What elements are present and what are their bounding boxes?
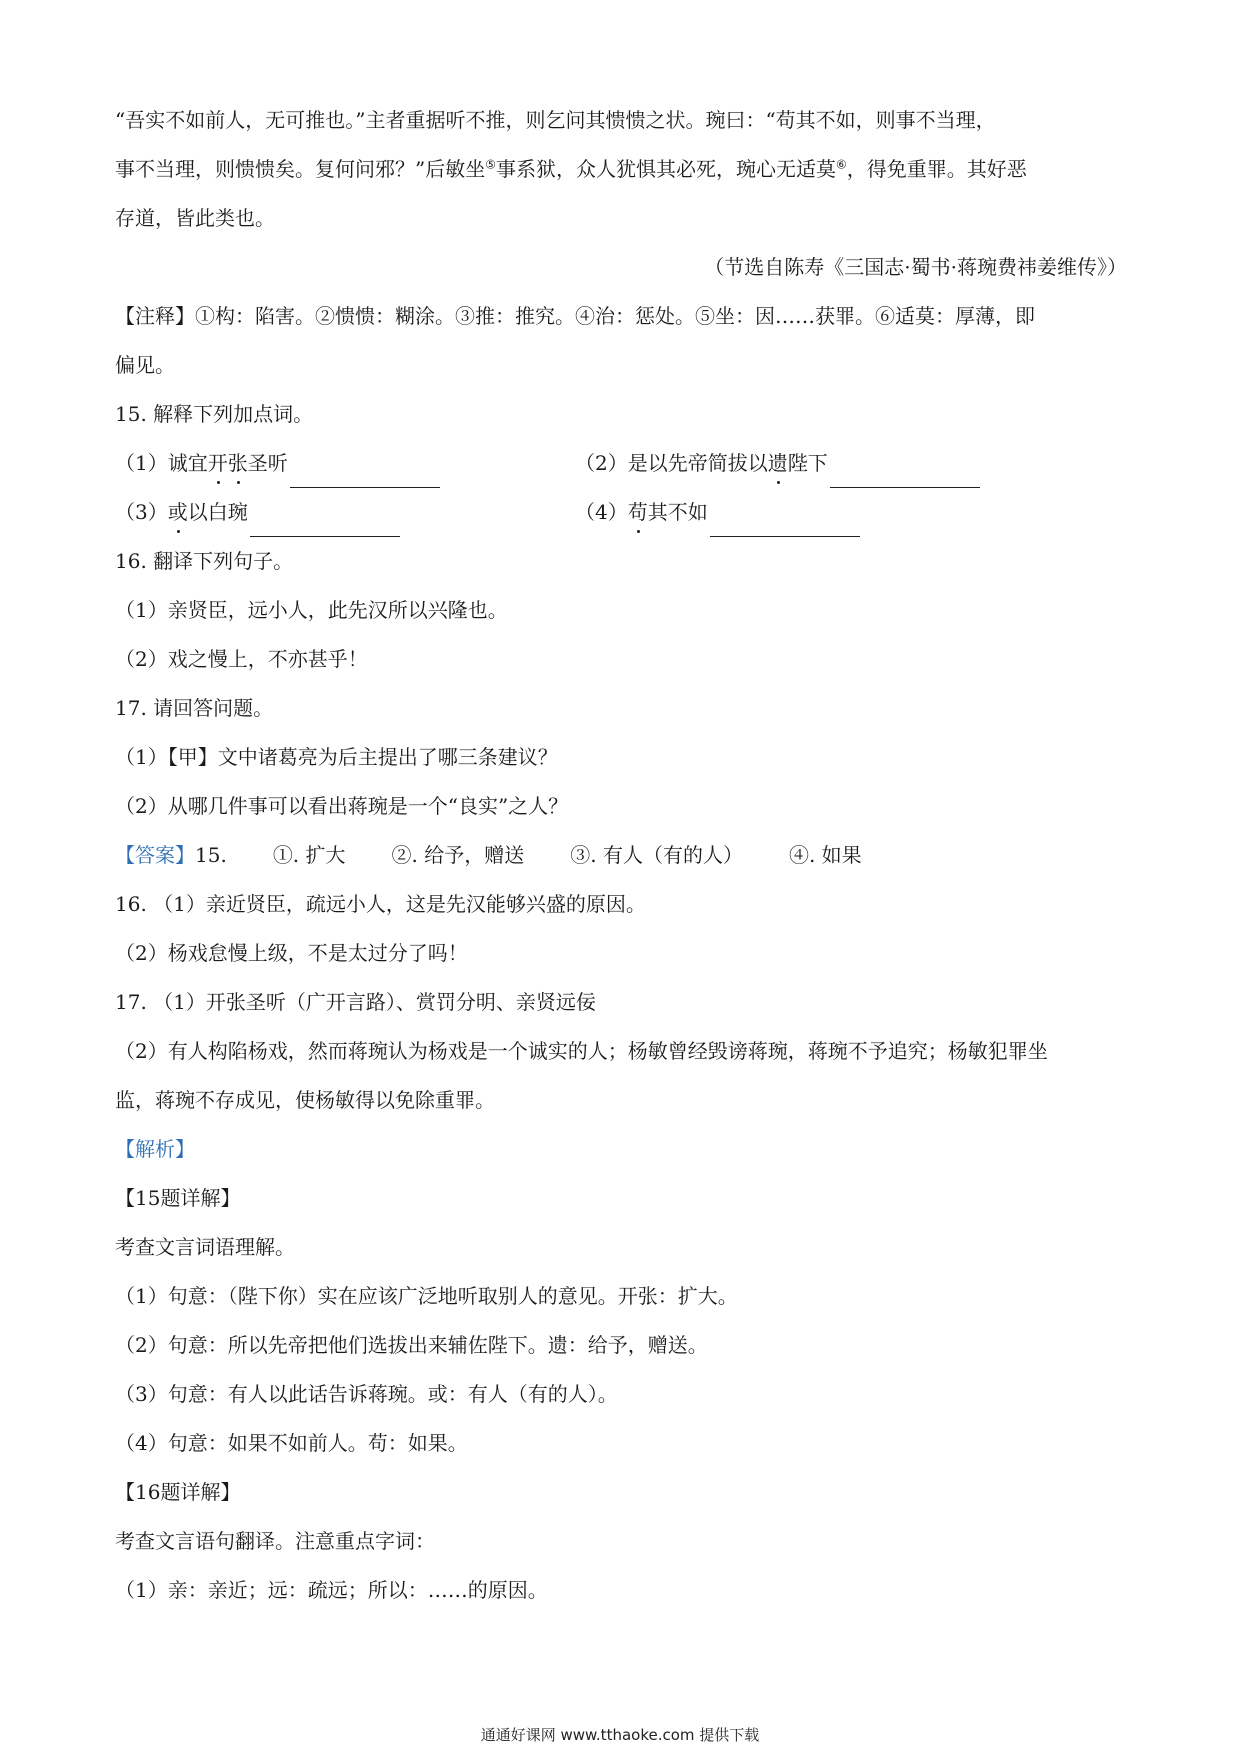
question-17-part-1: （1）【甲】文中诸葛亮为后主提出了哪三条建议？ [115,745,558,769]
text-span: 事不当理，则愦愦矣。复何问邪？”后敏坐 [115,157,486,181]
answer-15-3: ③. 有人（有的人） [570,843,743,867]
passage-source: （节选自陈寿《三国志·蜀书·蒋琬费祎姜维传》） [704,255,1127,279]
answer-15-4: ④. 如果 [788,843,862,867]
answer-15-2: ②. 给予，赠送 [391,843,525,867]
text-span: 其不如 [647,500,708,524]
answer-blank[interactable] [830,465,980,488]
text-span: （3） [115,500,168,524]
question-15-item-1 [115,439,575,488]
answer-tag: 【答案】 [115,843,195,867]
page-footer: 通通好课网 www.tthaoke.com 提供下载 [480,1726,760,1744]
passage-line-3: 存道，皆此类也。 [115,206,275,230]
analysis-16-heading: 【16题详解】 [115,1480,241,1504]
text-span: 15. [195,843,227,867]
answer-16-2: （2）杨戏怠慢上级，不是太过分了吗！ [115,941,468,965]
question-15-title: 15. 解释下列加点词。 [115,402,314,426]
analysis-16-intro: 考查文言语句翻译。注意重点字词： [115,1529,435,1553]
passage-line-1: “吾实不如前人，无可推也。”主者重据听不推，则乞问其愦愦之状。琬曰：“苟其不如，则事不当理， [115,108,996,132]
text-span: （1）诚宜 [115,451,208,475]
text-span: 以白琬 [187,500,248,524]
analysis-16-detail-1: （1）亲：亲近；远：疏远；所以：……的原因。 [115,1578,548,1602]
question-16-sentence-1: （1）亲贤臣，远小人，此先汉所以兴隆也。 [115,598,508,622]
emphasis-char: 或 [168,488,188,537]
text-span: 事系狱，众人犹惧其必死，琬心无适莫 [496,157,836,181]
answer-17-2-line-2: 监，蒋琬不存成见，使杨敏得以免除重罪。 [115,1088,495,1112]
text-span: （4） [575,500,628,524]
note-line-1: 【注释】①构：陷害。②愦愦：糊涂。③推：推究。④治：惩处。⑤坐：因……获罪。⑥适莫：厚薄，即 [115,304,1035,328]
text-span: 陛下 [787,451,828,475]
analysis-15-heading: 【15题详解】 [115,1186,241,1210]
analysis-15-detail-4: （4）句意：如果不如前人。苟：如果。 [115,1431,468,1455]
question-16-title: 16. 翻译下列句子。 [115,549,294,573]
footnote-marker-6: ⑥ [836,157,847,172]
analysis-15-detail-3: （3）句意：有人以此话告诉蒋琬。或：有人（有的人）。 [115,1382,618,1406]
emphasis-char: 张 [228,439,248,488]
emphasis-char: 苟 [628,488,648,537]
document-page [115,96,1130,1615]
question-15-row-1 [115,439,1130,488]
passage-line-2 [115,145,1130,194]
analysis-tag: 【解析】 [115,1137,195,1161]
note-line-2: 偏见。 [115,353,175,377]
question-15-item-4 [575,488,860,537]
answer-line-15 [115,831,1130,880]
question-15-item-3 [115,488,575,537]
text-span: 圣听 [247,451,288,475]
analysis-15-intro: 考查文言词语理解。 [115,1235,295,1259]
answer-blank[interactable] [250,514,400,537]
answer-blank[interactable] [710,514,860,537]
analysis-15-detail-1: （1）句意：（陛下你）实在应该广泛地听取别人的意见。开张：扩大。 [115,1284,738,1308]
answer-17-2-line-1: （2）有人构陷杨戏，然而蒋琬认为杨戏是一个诚实的人；杨敏曾经毁谤蒋琬，蒋琬不予追究；杨敏犯罪坐 [115,1039,1048,1063]
emphasis-char: 遗 [768,439,788,488]
question-15-item-2 [575,439,980,488]
question-17-part-2: （2）从哪几件事可以看出蒋琬是一个“良实”之人？ [115,794,569,818]
footnote-marker-5: ⑤ [485,157,496,172]
question-15-row-2 [115,488,1130,537]
emphasis-char: 开 [208,439,228,488]
text-span: ，得免重罪。其好恶 [846,157,1027,181]
answer-15-1: ①. 扩大 [272,843,346,867]
analysis-15-detail-2: （2）句意：所以先帝把他们选拔出来辅佐陛下。遗：给予，赠送。 [115,1333,708,1357]
answer-16-1: 16. （1）亲近贤臣，疏远小人，这是先汉能够兴盛的原因。 [115,892,646,916]
question-17-title: 17. 请回答问题。 [115,696,274,720]
text-span: （2）是以先帝简拔以 [575,451,768,475]
answer-blank[interactable] [290,465,440,488]
question-16-sentence-2: （2）戏之慢上，不亦甚乎！ [115,647,368,671]
answer-17-1: 17. （1）开张圣听（广开言路）、赏罚分明、亲贤远佞 [115,990,596,1014]
